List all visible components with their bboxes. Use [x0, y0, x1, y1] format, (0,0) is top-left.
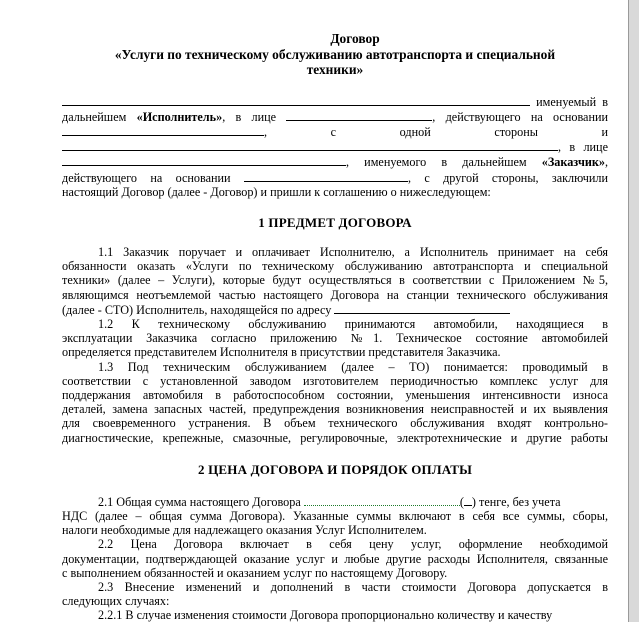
- clause-1-1-line: техники» (далее – Услуги), которые будут осуществляться в соответствии с Приложением №5,: [62, 273, 608, 288]
- service-station-address-blank[interactable]: [334, 302, 510, 314]
- page-edge-shadow: [628, 0, 639, 622]
- clause-1-1-address-line: (далее - СТО) Исполнитель, находящейся по адресу: [62, 302, 608, 317]
- document-body: [62, 31, 608, 622]
- clause-1-2-line: определяется представителем Исполнителя в присутствии представителя Заказчика.: [62, 345, 501, 360]
- preamble-line2: дальнейшем «Исполнитель», в лице , действующего на основании: [62, 109, 609, 124]
- contract-amount-words-blank[interactable]: [464, 494, 472, 506]
- contract-title: Договор: [330, 31, 380, 46]
- preamble-line5: , именуемого в дальнейшем «Заказчик»,: [62, 154, 608, 169]
- executor-representative-blank[interactable]: [286, 109, 432, 121]
- preamble-line7: настоящий Договор (далее - Договор) и пришли к соглашению о нижеследующем:: [62, 184, 491, 199]
- clause-2-1-line: налоги необходимые для надлежащего оказания Услуг Исполнителем.: [62, 523, 427, 538]
- preamble-line4: , в лице: [62, 139, 608, 154]
- clause-1-1: [62, 245, 608, 259]
- clause-2-1-line: 2.1 Общая сумма настоящего Договора ( ) тенге, без учета: [98, 494, 561, 509]
- executor-label: «Исполнитель»: [136, 109, 223, 124]
- clause-1-1-line: обязанности оказать «Услуги по техническому обслуживанию автотранспорта и специальной: [62, 259, 608, 274]
- clause-2-2-line: с выполнением обязанностей и оказанием услуг по настоящему Договору.: [62, 565, 448, 580]
- clause-1-3-line: диагностические, крепежные, смазочные, регулировочные, электротехнические и другие работы: [62, 430, 608, 445]
- contract-amount-blank[interactable]: [304, 494, 460, 506]
- preamble-line6: действующего на основании , с другой стороны, заключили: [62, 170, 609, 185]
- clause-2-1-line: НДС (далее – общая сумма Договора). Указанные суммы включают в себя все суммы, сборы,: [62, 508, 608, 523]
- clause-2-3-1-line: 2.2.1 В случае изменения стоимости Договора пропорционально количеству и качеству: [98, 608, 553, 622]
- clause-2-2-line: 2.2 Цена Договора включает в себя цену услуг, оформление необходимой: [98, 537, 608, 552]
- section-2-heading: 2 ЦЕНА ДОГОВОРА И ПОРЯДОК ОПЛАТЫ: [197, 461, 473, 477]
- clause-1-3-line: для своевременного устранения. В объем технического обслуживания входят контрольно-: [62, 416, 608, 431]
- clause-2-3-line: 2.3 Внесение изменений и дополнений в части стоимости Договора допускается в: [98, 579, 608, 594]
- section-1-heading: 1 ПРЕДМЕТ ДОГОВОРА: [258, 214, 412, 230]
- clause-1-3-line: соответствии с установленной заводом изготовителем периодичностью комплекс услуг для: [62, 373, 608, 388]
- clause-2-2-line: документации, подтверждающей оказание услуг и любые другие расходы Исполнителя, связанные: [62, 551, 608, 566]
- executor-basis-blank[interactable]: [62, 124, 264, 136]
- preamble-line3: , с одной стороны и: [62, 124, 608, 139]
- clause-1-3-line: поддержания автомобиля в работоспособном состоянии, уменьшения интенсивности износа: [62, 387, 608, 402]
- contract-subject-line1: «Услуги по техническому обслуживанию автотранспорта и специальной: [114, 46, 556, 62]
- customer-label: «Заказчик»: [541, 155, 605, 170]
- clause-1-2-line: эксплуатации Заказчика согласно приложению №1. Техническое состояние автомобилей: [62, 331, 608, 346]
- clause-1-3-line: деталей, замена запасных частей, предупреждения возникновения неисправностей и их выявления: [62, 402, 608, 417]
- clause-1-1-line: являющимся неотъемлемой частью настоящего Договора на станции технического обслуживания: [62, 287, 608, 302]
- customer-name-blank[interactable]: [62, 139, 558, 151]
- clause-1-1-line: 1.1 Заказчик поручает и оплачивает Исполнителю, а Исполнитель принимает на себя: [98, 244, 608, 259]
- customer-basis-blank[interactable]: [244, 170, 408, 182]
- preamble-line1: именуемый в: [62, 94, 608, 109]
- contract-subject-line2: техники»: [306, 62, 364, 77]
- clause-1-2-line: 1.2 К техническому обслуживанию принимаются автомобили, находящиеся в: [98, 316, 608, 331]
- customer-representative-blank[interactable]: [62, 154, 346, 166]
- executor-name-blank[interactable]: [62, 94, 530, 106]
- clause-1-3-line: 1.3 Под техническим обслуживанием (далее – ТО) понимается: проводимый в: [98, 359, 608, 374]
- clause-2-3-line: следующих случаях:: [62, 594, 170, 609]
